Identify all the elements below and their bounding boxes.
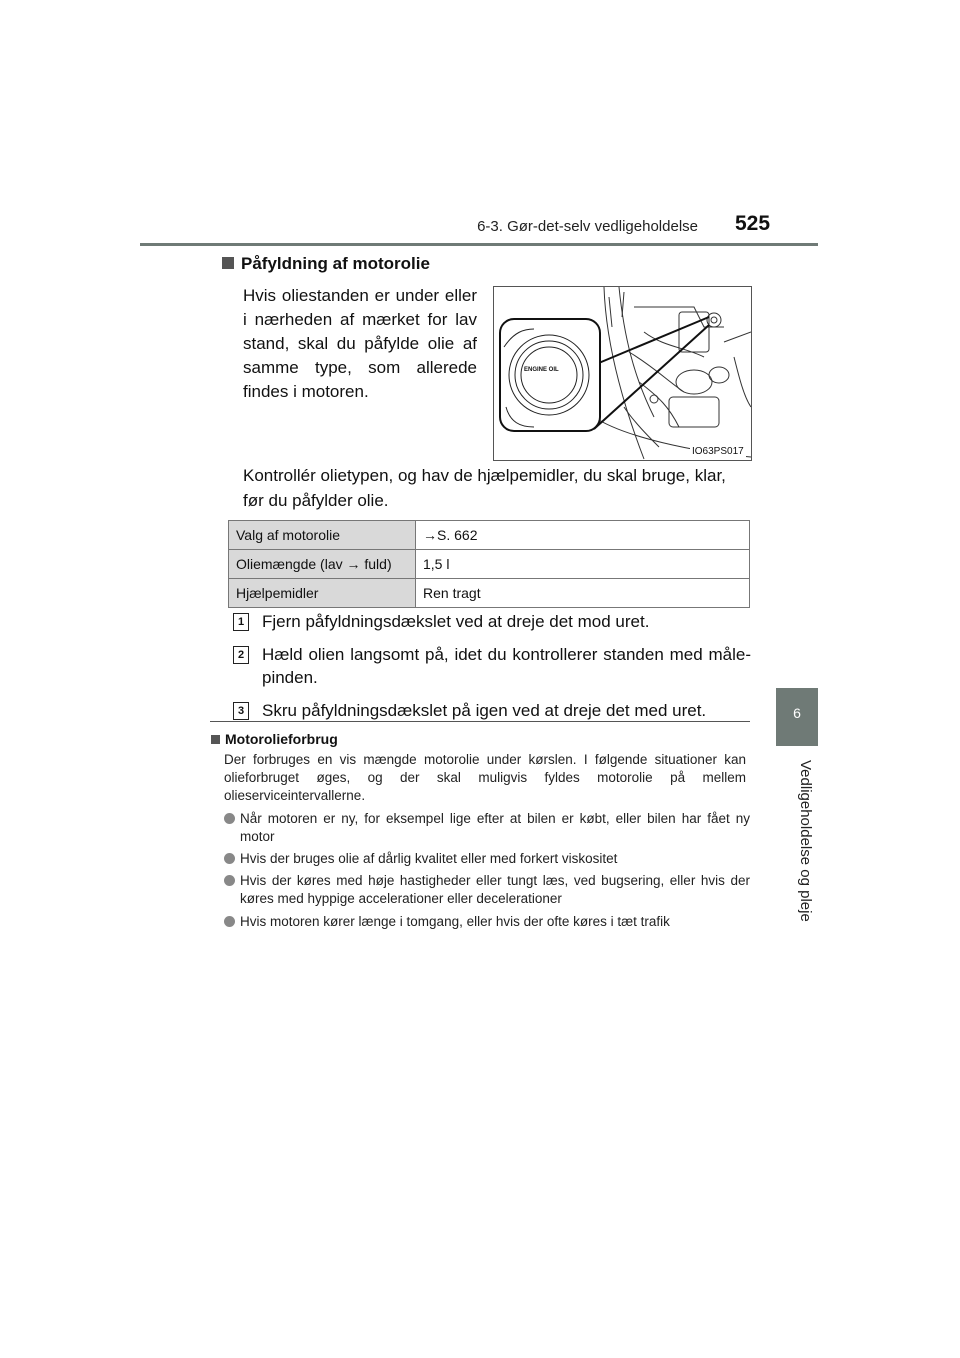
list-item [224,913,750,931]
oil-spec-table [228,520,750,608]
step-text: Fjern påfyldningsdækslet ved at dreje det mod uret. [262,612,650,631]
step-number: 3 [233,702,249,720]
cap-label: ENGINE OIL [524,367,559,373]
square-bullet-icon [211,735,220,744]
table-key: Oliemængde (lav → fuld) [229,550,416,579]
page-number: 525 [735,212,771,235]
list-item-text: Hvis der køres med høje hastigheder eller tungt læs, ved bugsering, eller hvis der køres med hyppige accelerationer eller decelerationer [240,873,750,906]
circle-bullet-icon [224,853,235,864]
consumption-paragraph: Der forbruges en vis mængde motorolie under kørslen. I følgende situationer kan olieforbruget øges, og der skal muligvis fyldes motorolie på mellem olieserviceintervallerne. [224,752,746,803]
step-text: Hæld olien langsomt på, idet du kontrollerer standen med måle-pinden. [262,645,751,687]
table-key: Hjælpemidler [229,579,416,608]
illustration-code: IO63PS017 [692,446,744,457]
square-bullet-icon [222,257,234,269]
table-value: 1,5 l [416,550,750,579]
chapter-label: Vedligeholdelse og pleje [797,760,814,922]
circle-bullet-icon [224,916,235,927]
check-paragraph: Kontrollér olietypen, og hav de hjælpemidler, du skal bruge, klar, før du påfylder olie. [243,466,726,510]
step-item [233,643,751,689]
list-item [224,810,750,846]
circle-bullet-icon [224,875,235,886]
steps-list [233,610,751,732]
list-item-text: Hvis der bruges olie af dårlig kvalitet eller med forkert viskositet [240,851,618,866]
table-key: Valg af motorolie [229,521,416,550]
table-row [229,579,750,608]
list-item [224,850,750,868]
header-section-title: 6-3. Gør-det-selv vedligeholdelse [477,218,698,235]
step-item [233,610,751,633]
section-divider [210,721,750,722]
chapter-tab: 6 [776,688,818,746]
list-item-text: Hvis motoren kører længe i tomgang, eller hvis der ofte køres i tæt trafik [240,914,670,929]
table-value: Ren tragt [416,579,750,608]
subsection-heading [211,731,338,747]
step-text: Skru påfyldningsdækslet på igen ved at dreje det med uret. [262,701,707,720]
section-heading-text: Påfyldning af motorolie [241,254,430,273]
step-number: 2 [233,646,249,664]
list-item [224,872,750,908]
section-heading [222,254,430,274]
table-value: →S. 662 [416,521,750,550]
circle-bullet-icon [224,813,235,824]
table-row [229,550,750,579]
step-number: 1 [233,613,249,631]
intro-paragraph: Hvis oliestanden er under eller i nærheden af mærket for lav stand, skal du påfylde olie af samme type, som allerede findes i motoren. [243,286,477,401]
table-row [229,521,750,550]
engine-oil-cap-illustration [493,286,752,461]
header-rule [140,243,818,246]
list-item-text: Når motoren er ny, for eksempel lige efter at bilen er købt, eller bilen har fået ny motor [240,811,750,844]
step-item [233,699,751,722]
subsection-heading-text: Motorolieforbrug [225,731,338,747]
